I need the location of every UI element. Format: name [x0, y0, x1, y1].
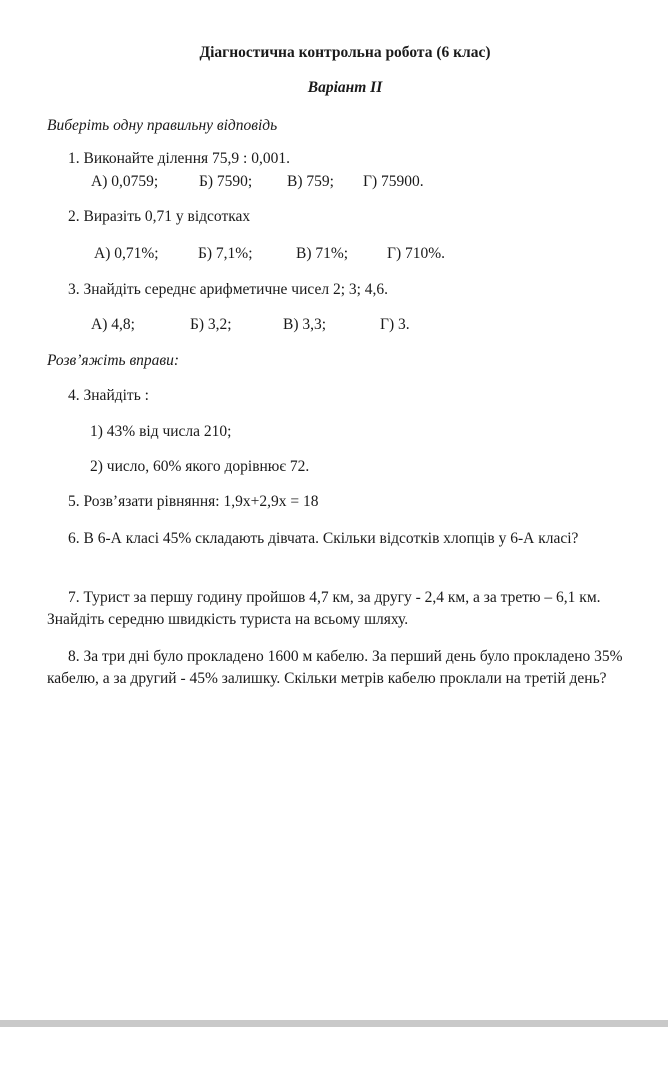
question-2: 2. Виразіть 0,71 у відсотках	[68, 208, 251, 225]
question-4-part-2: 2) число, 60% якого дорівнює 72.	[90, 458, 310, 475]
question-6: 6. В 6-А класі 45% складають дівчата. Скільки відсотків хлопців у 6-А класі?	[68, 530, 579, 547]
variant-heading: Варіант ІІ	[307, 79, 383, 96]
q3-option-c: В) 3,3;	[283, 316, 327, 333]
q2-option-c: В) 71%;	[296, 245, 349, 262]
question-4-part-1: 1) 43% від числа 210;	[90, 423, 232, 440]
q1-option-c: В) 759;	[287, 173, 334, 190]
document-title: Діагностична контрольна робота (6 клас)	[199, 44, 491, 61]
q2-option-a: А) 0,71%;	[94, 245, 159, 262]
page-bottom-divider	[0, 1020, 668, 1027]
q3-option-a: А) 4,8;	[91, 316, 135, 333]
question-3: 3. Знайдіть середнє арифметичне чисел 2; 3; 4,6.	[68, 281, 389, 298]
section-choose-answer: Виберіть одну правильну відповідь	[47, 117, 278, 134]
question-7: 7. Турист за першу годину пройшов 4,7 км, за другу - 2,4 км, а за третю – 6,1 км. Знайдіть середню швидкість туриста на всьому шляху.	[47, 589, 601, 628]
question-4: 4. Знайдіть :	[68, 387, 149, 404]
q1-option-d: Г) 75900.	[363, 173, 424, 190]
question-8: 8. За три дні було прокладено 1600 м кабелю. За перший день було прокладено 35% кабелю, а за другий - 45% залишку. Скільки метрів кабелю проклали на третій день?	[47, 648, 623, 687]
q1-option-b: Б) 7590;	[199, 173, 253, 190]
q2-option-d: Г) 710%.	[387, 245, 446, 262]
q3-option-b: Б) 3,2;	[190, 316, 232, 333]
section-solve-exercises: Розв’яжіть вправи:	[47, 352, 180, 369]
question-1: 1. Виконайте ділення 75,9 : 0,001.	[68, 150, 290, 167]
q2-option-b: Б) 7,1%;	[198, 245, 253, 262]
q1-option-a: А) 0,0759;	[91, 173, 159, 190]
q3-option-d: Г) 3.	[380, 316, 410, 333]
question-5: 5. Розв’язати рівняння: 1,9х+2,9х = 18	[68, 493, 319, 510]
